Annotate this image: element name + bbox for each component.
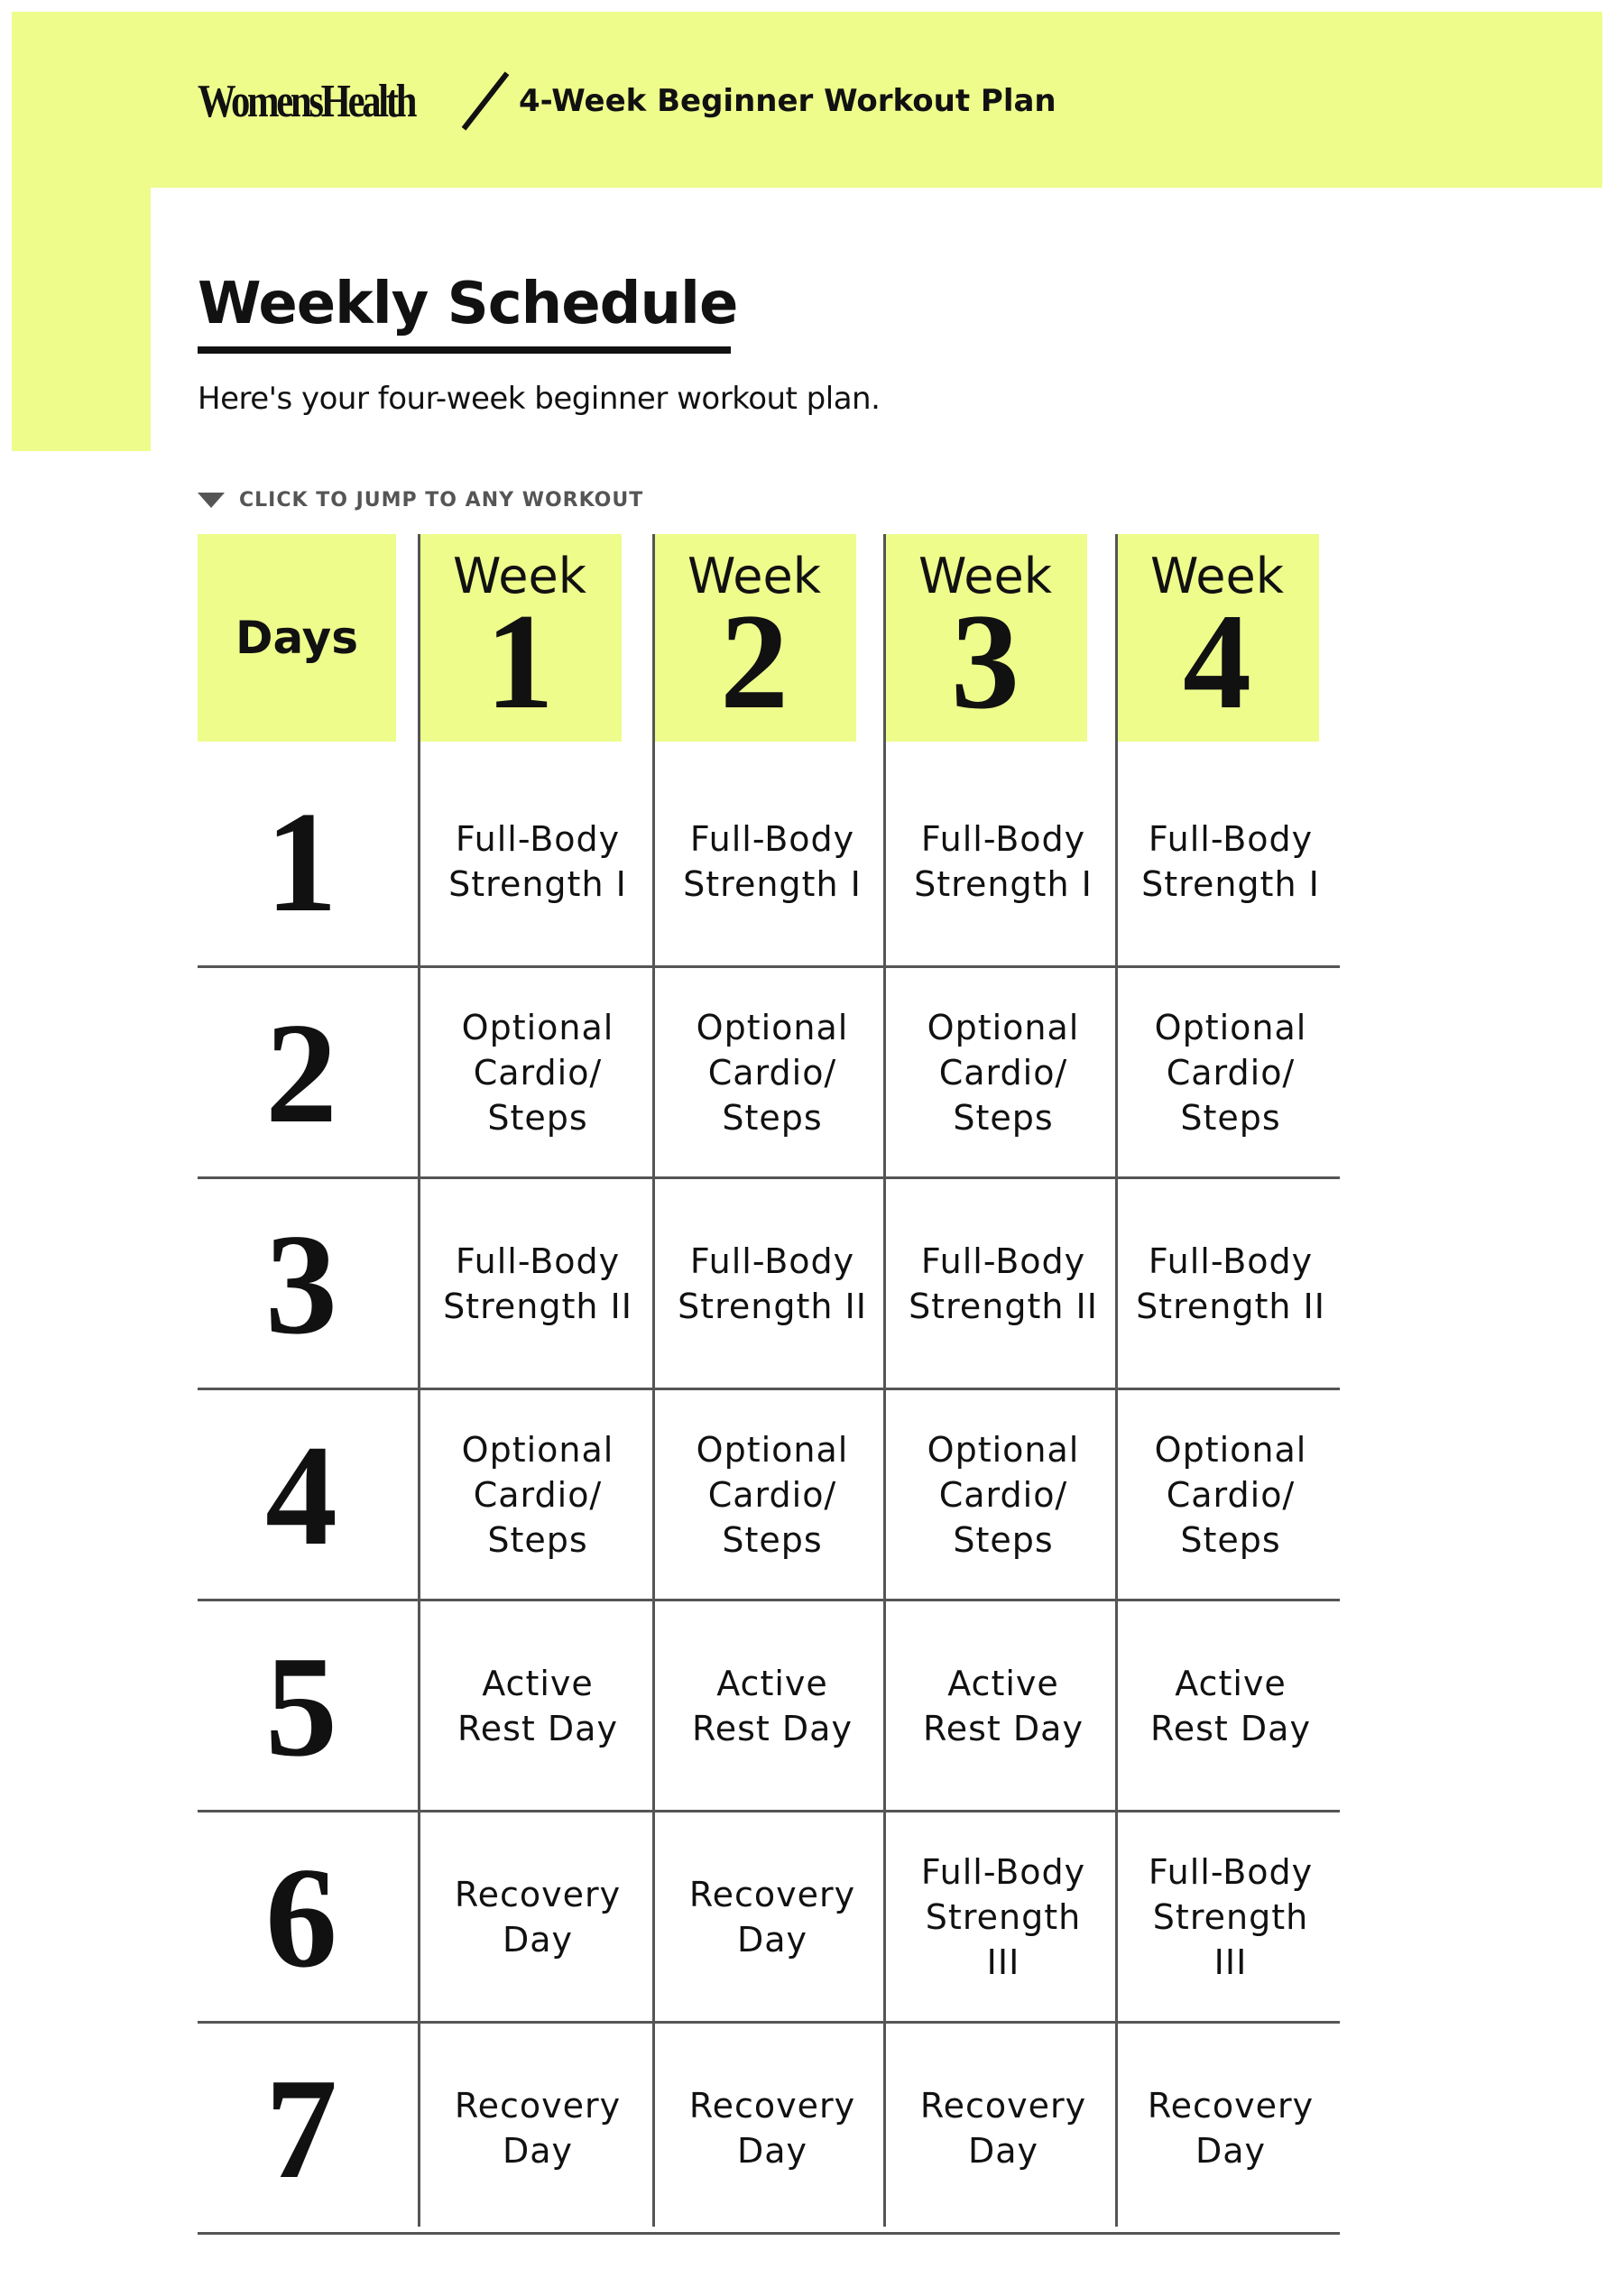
workout-cell[interactable]: Active Rest Day	[457, 1664, 618, 1748]
week-header-number: 1	[485, 586, 554, 737]
workout-cell[interactable]: Optional Cardio/ Steps	[461, 1430, 614, 1560]
week-header-label: Week	[918, 548, 1052, 604]
plan-title: 4-Week Beginner Workout Plan	[519, 83, 1057, 119]
row-divider	[198, 2232, 1340, 2235]
day-number: 2	[265, 992, 337, 1153]
schedule-table	[198, 534, 1340, 2227]
jump-to-workout-toggle[interactable]	[198, 489, 643, 512]
week-header-4	[1115, 534, 1319, 742]
workout-cell[interactable]: Full-Body Strength I	[1141, 819, 1320, 904]
workout-cell[interactable]: Full-Body Strength III	[920, 1852, 1086, 1982]
week-header-3	[883, 534, 1087, 742]
workout-cell[interactable]: Full-Body Strength I	[914, 819, 1093, 904]
workout-cell[interactable]: Optional Cardio/ Steps	[696, 1008, 849, 1138]
workout-cell[interactable]: Optional Cardio/ Steps	[927, 1008, 1080, 1138]
workout-cell[interactable]: Recovery Day	[688, 2086, 856, 2171]
workout-cell[interactable]: Full-Body Strength II	[678, 1241, 867, 1326]
page-header	[198, 65, 1057, 137]
workout-cell[interactable]: Optional Cardio/ Steps	[927, 1430, 1080, 1560]
jump-to-workout-label: CLICK TO JUMP TO ANY WORKOUT	[239, 489, 644, 512]
workout-cell[interactable]: Full-Body Strength II	[909, 1241, 1098, 1326]
section-title: Weekly Schedule	[198, 271, 738, 337]
week-header-number: 2	[720, 586, 789, 737]
workout-cell[interactable]: Full-Body Strength III	[1148, 1852, 1314, 1982]
day-number: 6	[265, 1836, 337, 1997]
day-number: 7	[265, 2047, 337, 2209]
section-subtitle: Here's your four-week beginner workout plan.	[198, 381, 881, 417]
workout-cell[interactable]: Active Rest Day	[692, 1664, 853, 1748]
week-header-label: Week	[687, 548, 821, 604]
day-number: 5	[265, 1625, 337, 1786]
header-divider	[462, 71, 510, 130]
workout-cell[interactable]: Recovery Day	[1147, 2086, 1315, 2171]
workout-cell[interactable]: Optional Cardio/ Steps	[461, 1008, 614, 1138]
workout-cell[interactable]: Active Rest Day	[1150, 1664, 1311, 1748]
day-number: 3	[265, 1203, 337, 1364]
title-underline	[198, 346, 731, 354]
workout-cell[interactable]: Recovery Day	[454, 2086, 622, 2171]
day-number: 4	[265, 1414, 337, 1575]
workout-cell[interactable]: Recovery Day	[919, 2086, 1087, 2171]
brand-logo[interactable]: WomensHealth	[198, 75, 415, 127]
column-divider	[418, 534, 420, 2227]
workout-cell[interactable]: Recovery Day	[688, 1875, 856, 1960]
days-header: Days	[235, 612, 359, 664]
workout-cell[interactable]: Optional Cardio/ Steps	[1154, 1008, 1307, 1138]
workout-cell[interactable]: Optional Cardio/ Steps	[1154, 1430, 1307, 1560]
workout-cell[interactable]: Active Rest Day	[923, 1664, 1084, 1748]
workout-cell[interactable]: Full-Body Strength I	[683, 819, 862, 904]
workout-cell[interactable]: Full-Body Strength II	[1136, 1241, 1325, 1326]
week-header-1	[418, 534, 622, 742]
week-header-number: 3	[951, 586, 1020, 737]
week-header-label: Week	[1150, 548, 1284, 604]
workout-cell[interactable]: Full-Body Strength I	[448, 819, 627, 904]
week-header-number: 4	[1183, 586, 1251, 737]
caret-down-icon	[198, 493, 225, 508]
workout-cell[interactable]: Recovery Day	[454, 1875, 622, 1960]
week-header-label: Week	[453, 548, 586, 604]
workout-cell[interactable]: Optional Cardio/ Steps	[696, 1430, 849, 1560]
workout-cell[interactable]: Full-Body Strength II	[443, 1241, 632, 1326]
days-header-cell	[198, 534, 396, 742]
week-header-2	[652, 534, 856, 742]
day-number: 1	[265, 780, 337, 942]
side-accent-block	[12, 12, 151, 451]
